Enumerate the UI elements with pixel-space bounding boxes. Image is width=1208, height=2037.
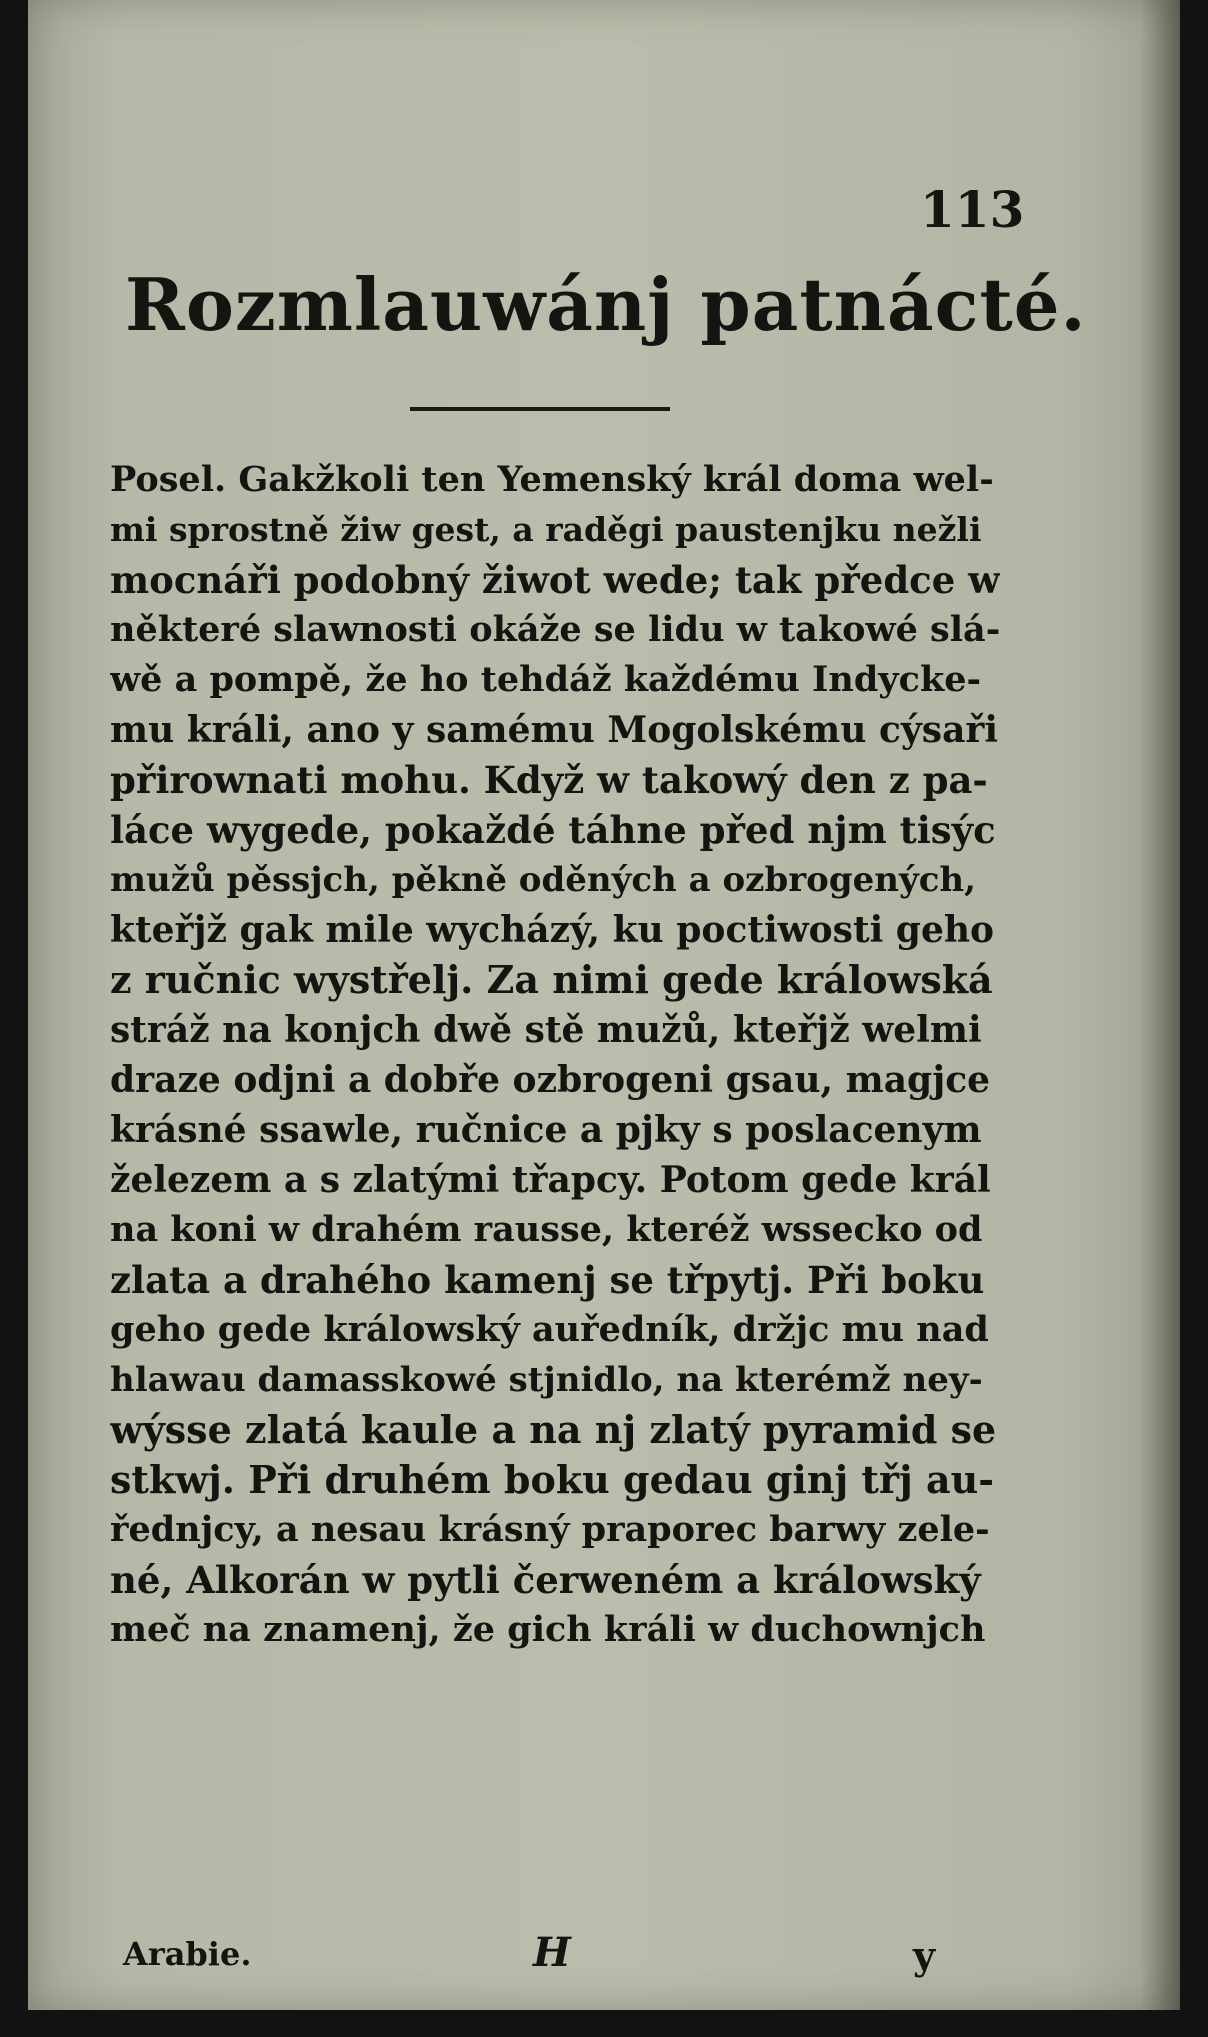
body-text xyxy=(110,455,1000,1655)
text-line: stkwj. Při druhém boku gedau ginj třj au- xyxy=(110,1457,995,1502)
text-line: hlawau damasskowé stjnidlo, na kterémž ney- xyxy=(110,1360,983,1400)
page-number: 113 xyxy=(920,180,1025,239)
text-line: řednjcy, a nesau krásný praporec barwy zele- xyxy=(110,1509,990,1550)
text-line: zlata a drahého kamenj se třpytj. Při boku xyxy=(110,1258,985,1302)
text-line: krásné ssawle, ručnice a pjky s poslacenym xyxy=(110,1109,982,1151)
signature-mark: H xyxy=(533,1929,571,1976)
text-line: mi sprostně žiw gest, a raděgi paustenjku nežli xyxy=(110,510,982,549)
page-footer xyxy=(123,1929,943,1985)
text-line: některé slawnosti okáže se lidu w takowé slá- xyxy=(110,609,1000,650)
text-line: wýsse zlatá kaule a na nj zlatý pyramid se xyxy=(110,1407,997,1452)
text-line: draze odjni a dobře ozbrogeni gsau, magjce xyxy=(110,1059,991,1101)
spine-shadow xyxy=(1140,0,1180,2010)
text-line: mocnáři podobný žiwot wede; tak předce w xyxy=(110,558,1000,602)
text-line: láce wygede, pokaždé táhne před njm tisýc xyxy=(110,808,996,852)
text-line: meč na znamenj, že gich králi w duchownjch xyxy=(110,1609,986,1650)
text-line: Posel. Gakžkoli ten Yemenský král doma wel- xyxy=(110,459,994,500)
text-line: na koni w drahém rausse, kteréž wssecko od xyxy=(110,1209,983,1250)
text-line: mu králi, ano y samému Mogolskému cýsaři xyxy=(110,709,999,751)
text-line: mužů pěssjch, pěkně oděných a ozbrogených, xyxy=(110,860,976,900)
catchword: Arabie. xyxy=(123,1935,252,1973)
text-line: stráž na konjch dwě stě mužů, kteřjž welmi xyxy=(110,1009,982,1051)
text-line: železem a s zlatými třapcy. Potom gede král xyxy=(110,1159,991,1201)
text-line: z ručnic wystřelj. Za nimi gede králowská xyxy=(110,957,993,1002)
title-rule xyxy=(410,407,670,411)
text-line: wě a pompě, že ho tehdáž každému Indycke- xyxy=(110,659,982,700)
text-line: geho gede králowský auředník, držjc mu nad xyxy=(110,1309,989,1350)
text-line: přirownati mohu. Když w takowý den z pa- xyxy=(110,758,988,802)
next-word: y xyxy=(913,1933,936,1978)
text-line: kteřjž gak mile wycházý, ku poctiwosti geho xyxy=(110,909,995,951)
chapter-title: Rozmlauwánj patnácté. xyxy=(125,262,1087,347)
text-line: né, Alkorán w pytli čerweném a králowský xyxy=(110,1558,981,1602)
